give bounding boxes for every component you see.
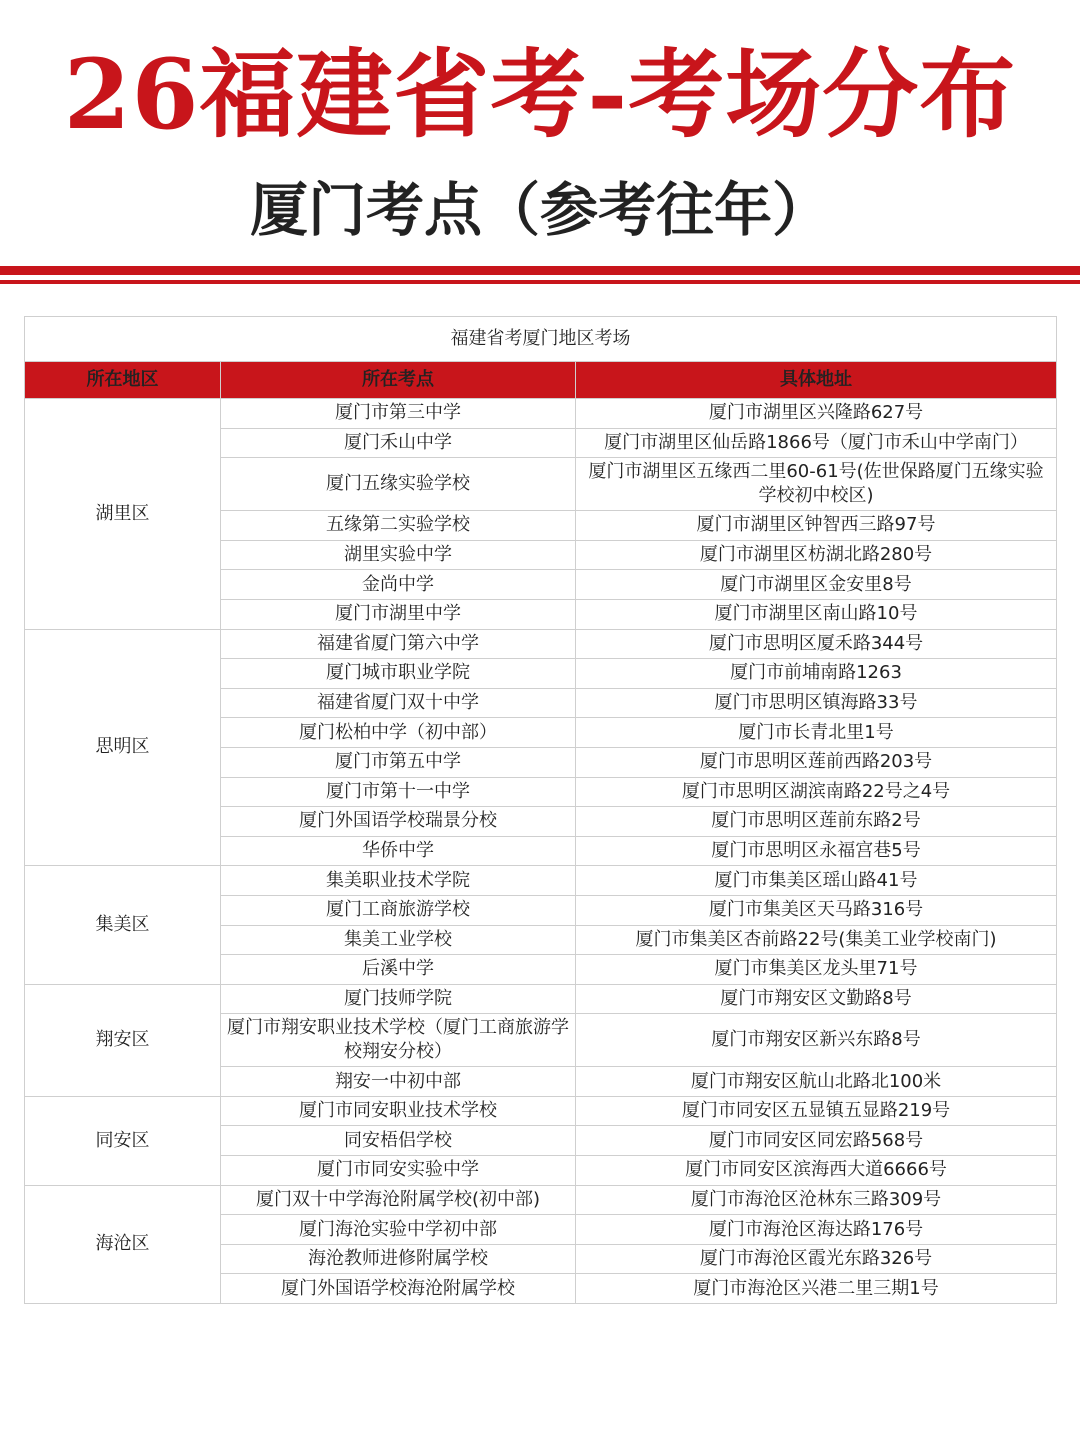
district-cell: 思明区 xyxy=(25,629,221,866)
district-cell: 海沧区 xyxy=(25,1185,221,1303)
table-row xyxy=(25,1185,1057,1215)
address-cell: 厦门市湖里区金安里8号 xyxy=(576,570,1057,600)
venue-cell: 厦门市同安职业技术学校 xyxy=(221,1096,576,1126)
district-cell: 湖里区 xyxy=(25,399,221,630)
venue-cell: 海沧教师进修附属学校 xyxy=(221,1244,576,1274)
address-cell: 厦门市同安区同宏路568号 xyxy=(576,1126,1057,1156)
venue-cell: 翔安一中初中部 xyxy=(221,1067,576,1097)
venue-cell: 厦门双十中学海沧附属学校(初中部) xyxy=(221,1185,576,1215)
address-cell: 厦门市思明区湖滨南路22号之4号 xyxy=(576,777,1057,807)
address-cell: 厦门市翔安区新兴东路8号 xyxy=(576,1014,1057,1067)
table-row xyxy=(25,629,1057,659)
address-cell: 厦门市思明区镇海路33号 xyxy=(576,688,1057,718)
address-cell: 厦门市同安区滨海西大道6666号 xyxy=(576,1156,1057,1186)
venue-cell: 厦门市湖里中学 xyxy=(221,599,576,629)
venue-cell: 厦门市第五中学 xyxy=(221,747,576,777)
page-subtitle: 厦门考点（参考往年） xyxy=(249,176,830,244)
venue-cell: 后溪中学 xyxy=(221,955,576,985)
address-cell: 厦门市湖里区仙岳路1866号（厦门市禾山中学南门） xyxy=(576,428,1057,458)
address-cell: 厦门市翔安区航山北路北100米 xyxy=(576,1067,1057,1097)
venue-cell: 湖里实验中学 xyxy=(221,540,576,570)
address-cell: 厦门市湖里区兴隆路627号 xyxy=(576,399,1057,429)
address-cell: 厦门市长青北里1号 xyxy=(576,718,1057,748)
address-cell: 厦门市海沧区沧林东三路309号 xyxy=(576,1185,1057,1215)
venue-cell: 厦门外国语学校瑞景分校 xyxy=(221,807,576,837)
venue-cell: 福建省厦门第六中学 xyxy=(221,629,576,659)
venue-cell: 厦门城市职业学院 xyxy=(221,659,576,689)
venue-cell: 厦门市第十一中学 xyxy=(221,777,576,807)
venue-cell: 集美工业学校 xyxy=(221,925,576,955)
address-cell: 厦门市思明区莲前西路203号 xyxy=(576,747,1057,777)
venue-cell: 厦门市翔安职业技术学校（厦门工商旅游学校翔安分校） xyxy=(221,1014,576,1067)
exam-venue-table xyxy=(24,316,1057,1304)
district-cell: 翔安区 xyxy=(25,984,221,1096)
address-cell: 厦门市集美区瑶山路41号 xyxy=(576,866,1057,896)
address-cell: 厦门市湖里区南山路10号 xyxy=(576,599,1057,629)
page-title: 26福建省考-考场分布 xyxy=(63,38,1017,151)
district-cell: 集美区 xyxy=(25,866,221,984)
address-cell: 厦门市湖里区五缘西二里60-61号(佐世保路厦门五缘实验学校初中校区) xyxy=(576,458,1057,511)
address-cell: 厦门市集美区杏前路22号(集美工业学校南门) xyxy=(576,925,1057,955)
header-venue: 所在考点 xyxy=(221,362,576,399)
venue-cell: 五缘第二实验学校 xyxy=(221,511,576,541)
venue-cell: 厦门技师学院 xyxy=(221,984,576,1014)
address-cell: 厦门市湖里区钟智西三路97号 xyxy=(576,511,1057,541)
address-cell: 厦门市思明区永福宫巷5号 xyxy=(576,836,1057,866)
venue-cell: 厦门外国语学校海沧附属学校 xyxy=(221,1274,576,1304)
address-cell: 厦门市海沧区霞光东路326号 xyxy=(576,1244,1057,1274)
address-cell: 厦门市翔安区文勤路8号 xyxy=(576,984,1057,1014)
venue-cell: 厦门松柏中学（初中部） xyxy=(221,718,576,748)
address-cell: 厦门市湖里区枋湖北路280号 xyxy=(576,540,1057,570)
venue-cell: 厦门市第三中学 xyxy=(221,399,576,429)
table-row xyxy=(25,399,1057,429)
venue-cell: 福建省厦门双十中学 xyxy=(221,688,576,718)
address-cell: 厦门市同安区五显镇五显路219号 xyxy=(576,1096,1057,1126)
table-row xyxy=(25,984,1057,1014)
address-cell: 厦门市海沧区海达路176号 xyxy=(576,1215,1057,1245)
address-cell: 厦门市思明区莲前东路2号 xyxy=(576,807,1057,837)
venue-cell: 集美职业技术学院 xyxy=(221,866,576,896)
address-cell: 厦门市海沧区兴港二里三期1号 xyxy=(576,1274,1057,1304)
district-cell: 同安区 xyxy=(25,1096,221,1185)
venue-cell: 同安梧侣学校 xyxy=(221,1126,576,1156)
divider-thin xyxy=(0,280,1080,284)
venue-cell: 厦门禾山中学 xyxy=(221,428,576,458)
divider-thick xyxy=(0,266,1080,275)
table-caption: 福建省考厦门地区考场 xyxy=(25,317,1057,362)
venue-cell: 厦门市同安实验中学 xyxy=(221,1156,576,1186)
table-row xyxy=(25,1096,1057,1126)
address-cell: 厦门市前埔南路1263 xyxy=(576,659,1057,689)
header-district: 所在地区 xyxy=(25,362,221,399)
table-row xyxy=(25,866,1057,896)
venue-cell: 厦门五缘实验学校 xyxy=(221,458,576,511)
address-cell: 厦门市集美区龙头里71号 xyxy=(576,955,1057,985)
header-address: 具体地址 xyxy=(576,362,1057,399)
venue-cell: 厦门工商旅游学校 xyxy=(221,895,576,925)
venue-cell: 金尚中学 xyxy=(221,570,576,600)
venue-cell: 厦门海沧实验中学初中部 xyxy=(221,1215,576,1245)
address-cell: 厦门市思明区厦禾路344号 xyxy=(576,629,1057,659)
venue-cell: 华侨中学 xyxy=(221,836,576,866)
address-cell: 厦门市集美区天马路316号 xyxy=(576,895,1057,925)
